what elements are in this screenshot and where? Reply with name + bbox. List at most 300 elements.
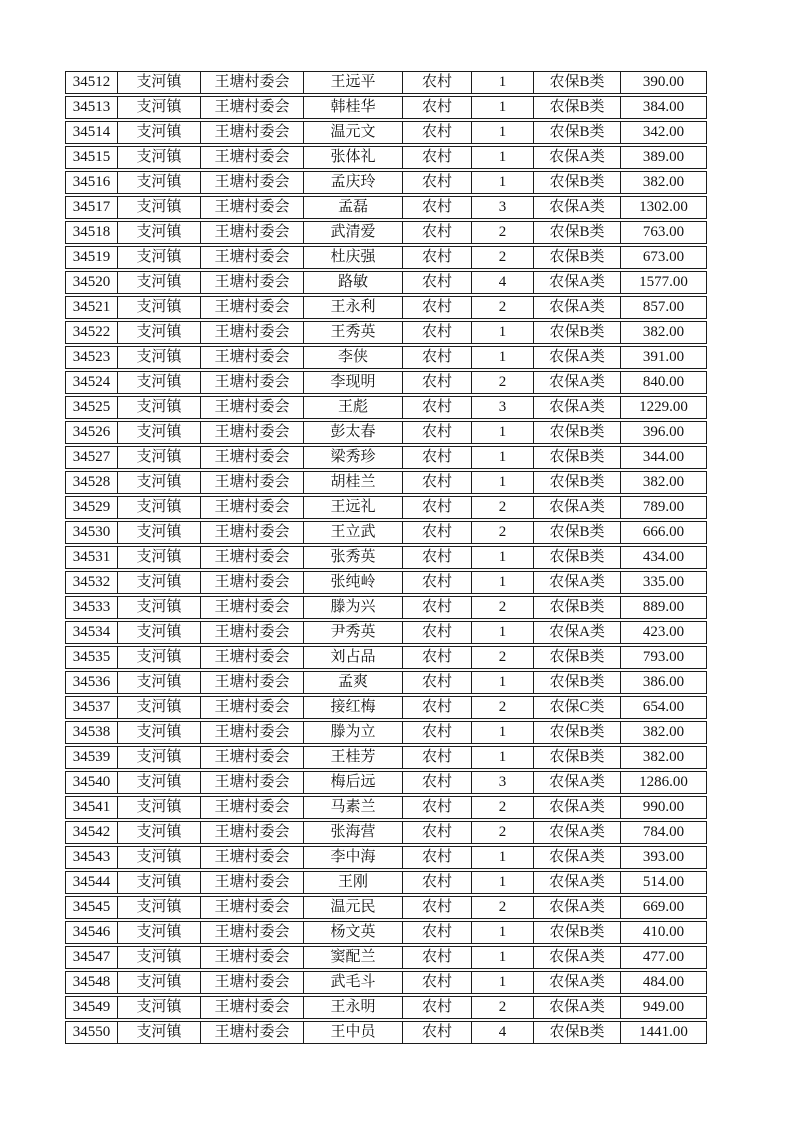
- village-committee-cell: 王塘村委会: [201, 671, 304, 694]
- village-committee-cell: 王塘村委会: [201, 971, 304, 994]
- amount-cell: 1577.00: [621, 271, 707, 294]
- village-committee-cell: 王塘村委会: [201, 996, 304, 1019]
- village-committee-cell: 王塘村委会: [201, 496, 304, 519]
- residence-type-cell: 农村: [403, 371, 472, 394]
- table-row: [65, 596, 707, 619]
- person-name-cell: 李侠: [304, 346, 403, 369]
- village-committee-cell: 王塘村委会: [201, 521, 304, 544]
- serial-number-cell: 34521: [65, 296, 118, 319]
- residence-type-cell: 农村: [403, 1021, 472, 1044]
- member-count-cell: 1: [472, 546, 534, 569]
- serial-number-cell: 34515: [65, 146, 118, 169]
- table-row: [65, 71, 707, 94]
- village-committee-cell: 王塘村委会: [201, 871, 304, 894]
- insurance-category-cell: 农保C类: [534, 696, 621, 719]
- residence-type-cell: 农村: [403, 896, 472, 919]
- town-cell: 支河镇: [118, 296, 201, 319]
- town-cell: 支河镇: [118, 246, 201, 269]
- member-count-cell: 1: [472, 846, 534, 869]
- amount-cell: 390.00: [621, 71, 707, 94]
- member-count-cell: 1: [472, 121, 534, 144]
- insurance-category-cell: 农保A类: [534, 396, 621, 419]
- member-count-cell: 1: [472, 471, 534, 494]
- serial-number-cell: 34547: [65, 946, 118, 969]
- serial-number-cell: 34514: [65, 121, 118, 144]
- table-row: [65, 846, 707, 869]
- residence-type-cell: 农村: [403, 596, 472, 619]
- town-cell: 支河镇: [118, 896, 201, 919]
- amount-cell: 382.00: [621, 471, 707, 494]
- serial-number-cell: 34519: [65, 246, 118, 269]
- residence-type-cell: 农村: [403, 96, 472, 119]
- amount-cell: 384.00: [621, 96, 707, 119]
- village-committee-cell: 王塘村委会: [201, 571, 304, 594]
- person-name-cell: 王刚: [304, 871, 403, 894]
- member-count-cell: 1: [472, 721, 534, 744]
- amount-cell: 673.00: [621, 246, 707, 269]
- town-cell: 支河镇: [118, 221, 201, 244]
- insurance-category-cell: 农保A类: [534, 846, 621, 869]
- table-row: [65, 271, 707, 294]
- insurance-category-cell: 农保B类: [534, 96, 621, 119]
- village-committee-cell: 王塘村委会: [201, 921, 304, 944]
- serial-number-cell: 34538: [65, 721, 118, 744]
- person-name-cell: 王秀英: [304, 321, 403, 344]
- village-committee-cell: 王塘村委会: [201, 1021, 304, 1044]
- serial-number-cell: 34526: [65, 421, 118, 444]
- village-committee-cell: 王塘村委会: [201, 346, 304, 369]
- residence-type-cell: 农村: [403, 321, 472, 344]
- table-row: [65, 496, 707, 519]
- member-count-cell: 2: [472, 896, 534, 919]
- village-committee-cell: 王塘村委会: [201, 246, 304, 269]
- person-name-cell: 武清爱: [304, 221, 403, 244]
- insurance-category-cell: 农保A类: [534, 971, 621, 994]
- table-row: [65, 796, 707, 819]
- member-count-cell: 3: [472, 196, 534, 219]
- person-name-cell: 孟磊: [304, 196, 403, 219]
- village-committee-cell: 王塘村委会: [201, 546, 304, 569]
- town-cell: 支河镇: [118, 171, 201, 194]
- town-cell: 支河镇: [118, 871, 201, 894]
- person-name-cell: 彭太春: [304, 421, 403, 444]
- person-name-cell: 马素兰: [304, 796, 403, 819]
- insurance-category-cell: 农保B类: [534, 671, 621, 694]
- amount-cell: 344.00: [621, 446, 707, 469]
- serial-number-cell: 34550: [65, 1021, 118, 1044]
- person-name-cell: 温元文: [304, 121, 403, 144]
- town-cell: 支河镇: [118, 921, 201, 944]
- serial-number-cell: 34531: [65, 546, 118, 569]
- insurance-category-cell: 农保B类: [534, 121, 621, 144]
- town-cell: 支河镇: [118, 1021, 201, 1044]
- town-cell: 支河镇: [118, 721, 201, 744]
- member-count-cell: 4: [472, 1021, 534, 1044]
- serial-number-cell: 34517: [65, 196, 118, 219]
- village-committee-cell: 王塘村委会: [201, 846, 304, 869]
- table-row: [65, 1021, 707, 1044]
- person-name-cell: 孟庆玲: [304, 171, 403, 194]
- person-name-cell: 韩桂华: [304, 96, 403, 119]
- insurance-category-cell: 农保B类: [534, 71, 621, 94]
- serial-number-cell: 34541: [65, 796, 118, 819]
- insurance-category-cell: 农保A类: [534, 496, 621, 519]
- village-committee-cell: 王塘村委会: [201, 446, 304, 469]
- table-row: [65, 521, 707, 544]
- residence-type-cell: 农村: [403, 846, 472, 869]
- town-cell: 支河镇: [118, 771, 201, 794]
- town-cell: 支河镇: [118, 121, 201, 144]
- serial-number-cell: 34522: [65, 321, 118, 344]
- amount-cell: 1286.00: [621, 771, 707, 794]
- serial-number-cell: 34544: [65, 871, 118, 894]
- residence-type-cell: 农村: [403, 771, 472, 794]
- amount-cell: 763.00: [621, 221, 707, 244]
- residence-type-cell: 农村: [403, 921, 472, 944]
- residence-type-cell: 农村: [403, 271, 472, 294]
- insurance-category-cell: 农保A类: [534, 196, 621, 219]
- member-count-cell: 2: [472, 221, 534, 244]
- person-name-cell: 张秀英: [304, 546, 403, 569]
- serial-number-cell: 34533: [65, 596, 118, 619]
- village-committee-cell: 王塘村委会: [201, 171, 304, 194]
- table-row: [65, 771, 707, 794]
- person-name-cell: 王远礼: [304, 496, 403, 519]
- amount-cell: 784.00: [621, 821, 707, 844]
- table-row: [65, 646, 707, 669]
- member-count-cell: 2: [472, 996, 534, 1019]
- insurance-category-cell: 农保B类: [534, 171, 621, 194]
- insurance-category-cell: 农保B类: [534, 596, 621, 619]
- town-cell: 支河镇: [118, 746, 201, 769]
- serial-number-cell: 34530: [65, 521, 118, 544]
- village-committee-cell: 王塘村委会: [201, 371, 304, 394]
- table-row: [65, 121, 707, 144]
- village-committee-cell: 王塘村委会: [201, 596, 304, 619]
- member-count-cell: 1: [472, 321, 534, 344]
- table-row: [65, 321, 707, 344]
- amount-cell: 654.00: [621, 696, 707, 719]
- town-cell: 支河镇: [118, 846, 201, 869]
- amount-cell: 484.00: [621, 971, 707, 994]
- person-name-cell: 杨文英: [304, 921, 403, 944]
- insurance-category-cell: 农保B类: [534, 246, 621, 269]
- serial-number-cell: 34536: [65, 671, 118, 694]
- table-row: [65, 396, 707, 419]
- table-row: [65, 896, 707, 919]
- member-count-cell: 2: [472, 521, 534, 544]
- town-cell: 支河镇: [118, 521, 201, 544]
- town-cell: 支河镇: [118, 321, 201, 344]
- amount-cell: 669.00: [621, 896, 707, 919]
- amount-cell: 1302.00: [621, 196, 707, 219]
- town-cell: 支河镇: [118, 571, 201, 594]
- member-count-cell: 3: [472, 771, 534, 794]
- town-cell: 支河镇: [118, 446, 201, 469]
- village-committee-cell: 王塘村委会: [201, 821, 304, 844]
- table-row: [65, 721, 707, 744]
- insurance-category-cell: 农保A类: [534, 571, 621, 594]
- insurance-category-cell: 农保B类: [534, 546, 621, 569]
- member-count-cell: 4: [472, 271, 534, 294]
- person-name-cell: 梅后远: [304, 771, 403, 794]
- member-count-cell: 2: [472, 646, 534, 669]
- serial-number-cell: 34537: [65, 696, 118, 719]
- insurance-category-cell: 农保B类: [534, 921, 621, 944]
- amount-cell: 393.00: [621, 846, 707, 869]
- town-cell: 支河镇: [118, 546, 201, 569]
- person-name-cell: 李中海: [304, 846, 403, 869]
- serial-number-cell: 34546: [65, 921, 118, 944]
- person-name-cell: 刘占品: [304, 646, 403, 669]
- amount-cell: 342.00: [621, 121, 707, 144]
- village-committee-cell: 王塘村委会: [201, 71, 304, 94]
- residence-type-cell: 农村: [403, 446, 472, 469]
- village-committee-cell: 王塘村委会: [201, 896, 304, 919]
- town-cell: 支河镇: [118, 371, 201, 394]
- town-cell: 支河镇: [118, 671, 201, 694]
- insurance-category-cell: 农保B类: [534, 221, 621, 244]
- member-count-cell: 1: [472, 346, 534, 369]
- serial-number-cell: 34528: [65, 471, 118, 494]
- member-count-cell: 2: [472, 296, 534, 319]
- amount-cell: 889.00: [621, 596, 707, 619]
- member-count-cell: 2: [472, 596, 534, 619]
- table-row: [65, 196, 707, 219]
- serial-number-cell: 34520: [65, 271, 118, 294]
- serial-number-cell: 34518: [65, 221, 118, 244]
- person-name-cell: 王桂芳: [304, 746, 403, 769]
- amount-cell: 840.00: [621, 371, 707, 394]
- person-name-cell: 窦配兰: [304, 946, 403, 969]
- town-cell: 支河镇: [118, 396, 201, 419]
- residence-type-cell: 农村: [403, 421, 472, 444]
- amount-cell: 382.00: [621, 171, 707, 194]
- person-name-cell: 张海营: [304, 821, 403, 844]
- insurance-category-cell: 农保A类: [534, 346, 621, 369]
- table-row: [65, 171, 707, 194]
- table-row: [65, 246, 707, 269]
- insurance-category-cell: 农保B类: [534, 646, 621, 669]
- table-row: [65, 221, 707, 244]
- person-name-cell: 张纯岭: [304, 571, 403, 594]
- residence-type-cell: 农村: [403, 146, 472, 169]
- residence-type-cell: 农村: [403, 521, 472, 544]
- village-committee-cell: 王塘村委会: [201, 396, 304, 419]
- insurance-category-cell: 农保A类: [534, 896, 621, 919]
- amount-cell: 335.00: [621, 571, 707, 594]
- town-cell: 支河镇: [118, 796, 201, 819]
- serial-number-cell: 34534: [65, 621, 118, 644]
- insurance-category-cell: 农保A类: [534, 371, 621, 394]
- amount-cell: 857.00: [621, 296, 707, 319]
- member-count-cell: 1: [472, 421, 534, 444]
- village-committee-cell: 王塘村委会: [201, 321, 304, 344]
- amount-cell: 382.00: [621, 321, 707, 344]
- residence-type-cell: 农村: [403, 971, 472, 994]
- village-committee-cell: 王塘村委会: [201, 621, 304, 644]
- serial-number-cell: 34540: [65, 771, 118, 794]
- town-cell: 支河镇: [118, 471, 201, 494]
- member-count-cell: 1: [472, 671, 534, 694]
- residence-type-cell: 农村: [403, 71, 472, 94]
- benefit-table: [65, 69, 707, 1046]
- amount-cell: 386.00: [621, 671, 707, 694]
- amount-cell: 514.00: [621, 871, 707, 894]
- person-name-cell: 李现明: [304, 371, 403, 394]
- insurance-category-cell: 农保A类: [534, 796, 621, 819]
- serial-number-cell: 34513: [65, 96, 118, 119]
- member-count-cell: 1: [472, 96, 534, 119]
- member-count-cell: 2: [472, 496, 534, 519]
- serial-number-cell: 34516: [65, 171, 118, 194]
- serial-number-cell: 34535: [65, 646, 118, 669]
- insurance-category-cell: 农保A类: [534, 946, 621, 969]
- residence-type-cell: 农村: [403, 871, 472, 894]
- person-name-cell: 尹秀英: [304, 621, 403, 644]
- village-committee-cell: 王塘村委会: [201, 721, 304, 744]
- amount-cell: 1229.00: [621, 396, 707, 419]
- serial-number-cell: 34529: [65, 496, 118, 519]
- amount-cell: 382.00: [621, 746, 707, 769]
- residence-type-cell: 农村: [403, 946, 472, 969]
- residence-type-cell: 农村: [403, 496, 472, 519]
- insurance-category-cell: 农保A类: [534, 146, 621, 169]
- person-name-cell: 王彪: [304, 396, 403, 419]
- insurance-category-cell: 农保B类: [534, 471, 621, 494]
- table-row: [65, 971, 707, 994]
- amount-cell: 990.00: [621, 796, 707, 819]
- member-count-cell: 1: [472, 446, 534, 469]
- village-committee-cell: 王塘村委会: [201, 796, 304, 819]
- table-row: [65, 346, 707, 369]
- town-cell: 支河镇: [118, 821, 201, 844]
- residence-type-cell: 农村: [403, 196, 472, 219]
- table-row: [65, 921, 707, 944]
- member-count-cell: 1: [472, 621, 534, 644]
- amount-cell: 793.00: [621, 646, 707, 669]
- table-body: [65, 71, 707, 1044]
- village-committee-cell: 王塘村委会: [201, 946, 304, 969]
- member-count-cell: 1: [472, 71, 534, 94]
- member-count-cell: 2: [472, 796, 534, 819]
- serial-number-cell: 34523: [65, 346, 118, 369]
- insurance-category-cell: 农保A类: [534, 871, 621, 894]
- village-committee-cell: 王塘村委会: [201, 221, 304, 244]
- table-row: [65, 696, 707, 719]
- table-row: [65, 946, 707, 969]
- insurance-category-cell: 农保A类: [534, 821, 621, 844]
- person-name-cell: 滕为兴: [304, 596, 403, 619]
- member-count-cell: 1: [472, 146, 534, 169]
- serial-number-cell: 34542: [65, 821, 118, 844]
- village-committee-cell: 王塘村委会: [201, 196, 304, 219]
- table-row: [65, 871, 707, 894]
- table-row: [65, 996, 707, 1019]
- person-name-cell: 王永利: [304, 296, 403, 319]
- residence-type-cell: 农村: [403, 696, 472, 719]
- table-row: [65, 296, 707, 319]
- village-committee-cell: 王塘村委会: [201, 471, 304, 494]
- member-count-cell: 3: [472, 396, 534, 419]
- village-committee-cell: 王塘村委会: [201, 271, 304, 294]
- village-committee-cell: 王塘村委会: [201, 646, 304, 669]
- amount-cell: 396.00: [621, 421, 707, 444]
- person-name-cell: 温元民: [304, 896, 403, 919]
- residence-type-cell: 农村: [403, 721, 472, 744]
- amount-cell: 789.00: [621, 496, 707, 519]
- residence-type-cell: 农村: [403, 546, 472, 569]
- residence-type-cell: 农村: [403, 471, 472, 494]
- table-row: [65, 546, 707, 569]
- person-name-cell: 路敏: [304, 271, 403, 294]
- residence-type-cell: 农村: [403, 746, 472, 769]
- member-count-cell: 1: [472, 971, 534, 994]
- residence-type-cell: 农村: [403, 296, 472, 319]
- town-cell: 支河镇: [118, 271, 201, 294]
- town-cell: 支河镇: [118, 596, 201, 619]
- person-name-cell: 王永明: [304, 996, 403, 1019]
- person-name-cell: 王远平: [304, 71, 403, 94]
- village-committee-cell: 王塘村委会: [201, 146, 304, 169]
- person-name-cell: 杜庆强: [304, 246, 403, 269]
- village-committee-cell: 王塘村委会: [201, 746, 304, 769]
- person-name-cell: 接红梅: [304, 696, 403, 719]
- residence-type-cell: 农村: [403, 346, 472, 369]
- member-count-cell: 2: [472, 371, 534, 394]
- person-name-cell: 武毛斗: [304, 971, 403, 994]
- residence-type-cell: 农村: [403, 621, 472, 644]
- table-row: [65, 471, 707, 494]
- town-cell: 支河镇: [118, 646, 201, 669]
- town-cell: 支河镇: [118, 196, 201, 219]
- member-count-cell: 1: [472, 871, 534, 894]
- village-committee-cell: 王塘村委会: [201, 96, 304, 119]
- person-name-cell: 王立武: [304, 521, 403, 544]
- serial-number-cell: 34543: [65, 846, 118, 869]
- amount-cell: 389.00: [621, 146, 707, 169]
- insurance-category-cell: 农保B类: [534, 721, 621, 744]
- town-cell: 支河镇: [118, 946, 201, 969]
- table-row: [65, 96, 707, 119]
- serial-number-cell: 34539: [65, 746, 118, 769]
- town-cell: 支河镇: [118, 421, 201, 444]
- village-committee-cell: 王塘村委会: [201, 421, 304, 444]
- insurance-category-cell: 农保A类: [534, 996, 621, 1019]
- member-count-cell: 2: [472, 821, 534, 844]
- residence-type-cell: 农村: [403, 571, 472, 594]
- person-name-cell: 王中员: [304, 1021, 403, 1044]
- residence-type-cell: 农村: [403, 171, 472, 194]
- residence-type-cell: 农村: [403, 796, 472, 819]
- insurance-category-cell: 农保A类: [534, 621, 621, 644]
- insurance-category-cell: 农保B类: [534, 746, 621, 769]
- residence-type-cell: 农村: [403, 121, 472, 144]
- person-name-cell: 胡桂兰: [304, 471, 403, 494]
- town-cell: 支河镇: [118, 496, 201, 519]
- residence-type-cell: 农村: [403, 221, 472, 244]
- member-count-cell: 2: [472, 696, 534, 719]
- insurance-category-cell: 农保A类: [534, 771, 621, 794]
- amount-cell: 477.00: [621, 946, 707, 969]
- town-cell: 支河镇: [118, 71, 201, 94]
- table-row: [65, 821, 707, 844]
- village-committee-cell: 王塘村委会: [201, 121, 304, 144]
- town-cell: 支河镇: [118, 971, 201, 994]
- serial-number-cell: 34532: [65, 571, 118, 594]
- insurance-category-cell: 农保B类: [534, 421, 621, 444]
- town-cell: 支河镇: [118, 96, 201, 119]
